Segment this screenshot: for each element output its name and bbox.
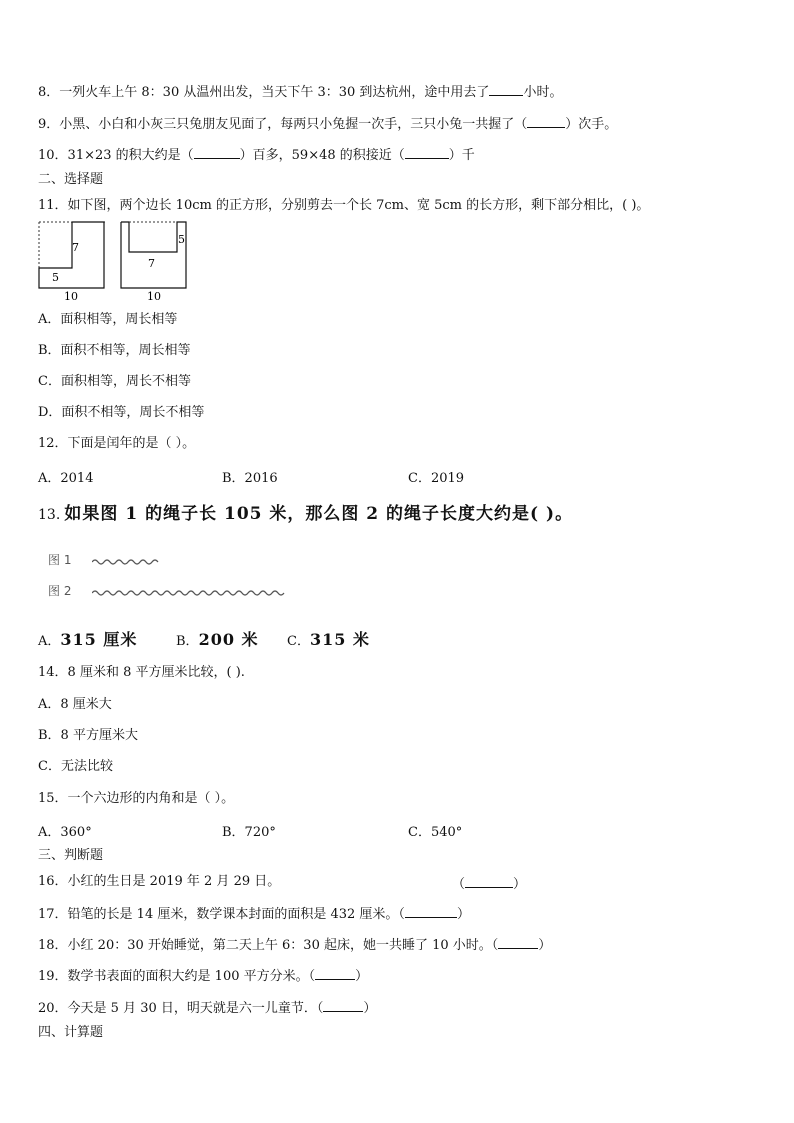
answer-blank[interactable] <box>405 904 457 918</box>
question-number: 14． <box>38 665 68 680</box>
option-letter: B． <box>176 634 199 649</box>
question-10 <box>38 145 475 165</box>
question-text: 一列火车上午 8：30 从温州出发，当天下午 3：30 到达杭州，途中用去了 <box>59 85 490 100</box>
q11-option-b[interactable]: B．面积不相等，周长相等 <box>38 343 191 358</box>
option-letter: A． <box>38 634 61 649</box>
question-13 <box>38 503 573 527</box>
answer-blank[interactable] <box>465 874 513 888</box>
rope-figure-2 <box>92 587 292 599</box>
question-15 <box>38 790 234 808</box>
question-number: 17． <box>38 907 68 922</box>
question-text: 下面是闰年的是（ ）。 <box>67 436 196 451</box>
q15-option-a[interactable]: A．360° <box>38 825 92 840</box>
paren-right: ） <box>513 877 527 892</box>
fig2-cut-height-label: 5 <box>178 233 185 246</box>
q11-option-a[interactable]: A．面积相等，周长相等 <box>38 312 178 327</box>
question-text: 今天是 5 月 30 日，明天就是六一儿童节．（ <box>67 1001 324 1016</box>
square-figure-1 <box>39 222 106 303</box>
figure-1-label: 图 1 <box>48 553 72 567</box>
question-number: 11． <box>38 198 68 213</box>
rope-figure-1 <box>92 556 172 568</box>
question-number: 10． <box>38 148 68 163</box>
answer-blank[interactable] <box>498 935 538 949</box>
q11-option-c[interactable]: C．面积相等，周长不相等 <box>38 374 191 389</box>
question-text-end: ）次手。 <box>565 117 618 132</box>
section-heading-calculation: 四、计算题 <box>38 1025 104 1040</box>
fig1-side-label: 10 <box>64 290 78 303</box>
q14-option-b[interactable]: B．8 平方厘米大 <box>38 728 138 743</box>
fig1-cut-width-label: 5 <box>52 271 59 284</box>
question-text: 小红的生日是 2019 年 2 月 29 日。 <box>67 874 281 889</box>
q15-option-c[interactable]: C．540° <box>408 825 463 840</box>
q15-option-b[interactable]: B．720° <box>222 825 276 840</box>
question-text: 铅笔的长是 14 厘米，数学课本封面的面积是 432 厘米。（ <box>67 907 405 922</box>
paren-left: （ <box>452 877 466 892</box>
question-16 <box>38 873 280 891</box>
paren-right: ） <box>355 969 369 984</box>
question-number: 9． <box>38 117 60 132</box>
question-number: 8． <box>38 85 60 100</box>
paren-right: ） <box>456 907 470 922</box>
q13-option-b[interactable] <box>176 627 259 650</box>
question-text: 31×23 的积大约是（ <box>67 148 194 163</box>
question-number: 18． <box>38 938 68 953</box>
question-text: 小黑、小白和小灰三只兔朋友见面了，每两只小兔握一次手，三只小兔一共握了（ <box>59 117 528 132</box>
question-text: 8 厘米和 8 平方厘米比较，( ). <box>67 665 245 680</box>
question-19 <box>38 966 368 986</box>
fig2-side-label: 10 <box>147 290 161 303</box>
answer-blank[interactable] <box>489 82 523 96</box>
question-text-end: 小时。 <box>523 85 563 100</box>
q16-answer-paren[interactable] <box>452 873 526 892</box>
question-text-mid: ）百多，59×48 的积接近（ <box>239 148 405 163</box>
question-text: 如下图，两个边长 10cm 的正方形，分别剪去一个长 7cm、宽 5cm 的长方形，剩下部分相比，( )。 <box>67 198 650 213</box>
answer-blank[interactable] <box>527 114 565 128</box>
answer-blank-2[interactable] <box>405 145 449 159</box>
q11-figure <box>36 218 206 304</box>
option-letter: C． <box>287 634 310 649</box>
question-20 <box>38 998 376 1018</box>
q14-option-a[interactable]: A．8 厘米大 <box>38 697 112 712</box>
q12-option-c[interactable]: C．2019 <box>408 471 465 486</box>
question-text-end: ）千 <box>448 148 475 163</box>
paren-right: ） <box>363 1001 377 1016</box>
question-number: 16． <box>38 874 68 889</box>
answer-blank[interactable] <box>323 998 363 1012</box>
option-value: 315 厘米 <box>60 630 138 649</box>
question-number: 19． <box>38 969 68 984</box>
question-12 <box>38 435 195 453</box>
q12-option-b[interactable]: B．2016 <box>222 471 278 486</box>
question-text: 如果图 1 的绳子长 105 米，那么图 2 的绳子长度大约是( )。 <box>64 504 574 524</box>
question-number: 12． <box>38 436 68 451</box>
section-heading-choice: 二、选择题 <box>38 172 104 187</box>
question-text: 数学书表面的面积大约是 100 平方分米。（ <box>67 969 316 984</box>
answer-blank-1[interactable] <box>194 145 240 159</box>
question-17 <box>38 904 470 924</box>
paren-right: ） <box>538 938 552 953</box>
question-number: 13. <box>38 507 61 523</box>
question-number: 15． <box>38 791 68 806</box>
question-14 <box>38 664 245 682</box>
question-8 <box>38 82 562 102</box>
q13-option-a[interactable] <box>38 627 137 650</box>
q12-option-a[interactable]: A．2014 <box>38 471 94 486</box>
option-value: 315 米 <box>309 630 370 649</box>
question-9 <box>38 114 617 134</box>
question-number: 20． <box>38 1001 68 1016</box>
fig1-cut-height-label: 7 <box>72 241 79 254</box>
q11-option-d[interactable]: D．面积不相等，周长不相等 <box>38 405 205 420</box>
fig2-cut-width-label: 7 <box>148 257 155 270</box>
question-18 <box>38 935 551 955</box>
q14-option-c[interactable]: C．无法比较 <box>38 759 113 774</box>
question-text: 一个六边形的内角和是（ ）。 <box>67 791 235 806</box>
square-figure-2 <box>121 222 186 303</box>
figure-2-label: 图 2 <box>48 584 72 598</box>
option-value: 200 米 <box>198 630 259 649</box>
q13-option-c[interactable] <box>287 627 370 650</box>
section-heading-judgement: 三、判断题 <box>38 848 104 863</box>
question-11 <box>38 197 649 215</box>
answer-blank[interactable] <box>315 966 355 980</box>
question-text: 小红 20：30 开始睡觉，第二天上午 6：30 起床，她一共睡了 10 小时。（ <box>67 938 499 953</box>
